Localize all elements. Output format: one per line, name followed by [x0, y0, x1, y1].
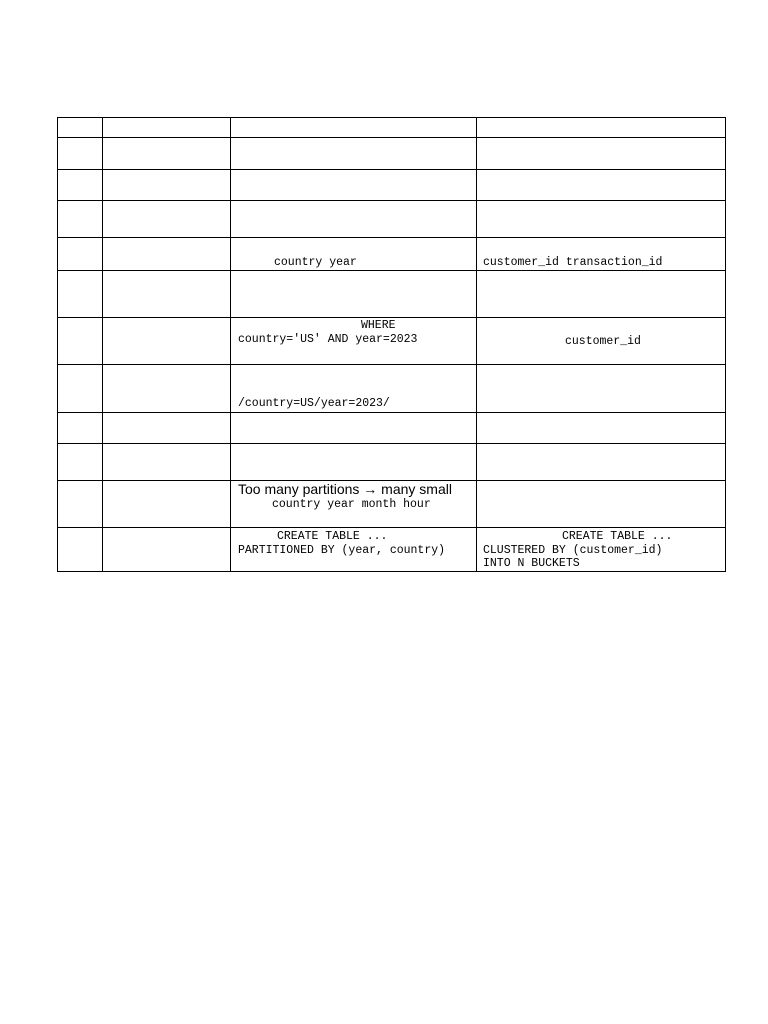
- cell-aspect: [103, 444, 231, 481]
- create-table-code: CREATE TABLE ...: [562, 530, 673, 543]
- partition-columns-code: country year month hour: [272, 498, 431, 511]
- cell-partitioning: [231, 365, 477, 413]
- cell-aspect: [103, 138, 231, 170]
- table-row: [58, 481, 726, 528]
- cell-number: [58, 118, 103, 138]
- partition-warning-text: Too many partitions → many small: [238, 481, 452, 497]
- partition-path-code: /country=US/year=2023/: [238, 397, 390, 410]
- cell-number: [58, 238, 103, 271]
- cell-partitioning: [231, 238, 477, 271]
- clustered-by-code: CLUSTERED BY (customer_id): [483, 544, 663, 557]
- create-table-code: CREATE TABLE ...: [277, 530, 388, 543]
- cell-aspect: [103, 481, 231, 528]
- table-row: [58, 365, 726, 413]
- cell-aspect: [103, 318, 231, 365]
- cell-partitioning: [231, 528, 477, 572]
- cell-aspect: [103, 271, 231, 318]
- into-buckets-code: INTO N BUCKETS: [483, 557, 580, 570]
- cell-bucketing: [477, 271, 726, 318]
- table-row: [58, 528, 726, 572]
- cell-bucketing: [477, 444, 726, 481]
- cell-aspect: [103, 365, 231, 413]
- cell-partitioning: [231, 444, 477, 481]
- where-keyword-code: WHERE: [361, 319, 396, 332]
- table-row: [58, 170, 726, 201]
- table-row: [58, 201, 726, 238]
- cell-aspect: [103, 238, 231, 271]
- cell-number: [58, 365, 103, 413]
- cell-aspect: [103, 170, 231, 201]
- cell-bucketing: [477, 528, 726, 572]
- cell-partitioning: [231, 318, 477, 365]
- table-row: [58, 238, 726, 271]
- cell-number: [58, 138, 103, 170]
- cell-aspect: [103, 528, 231, 572]
- comparison-table: [57, 117, 726, 572]
- cell-bucketing: [477, 170, 726, 201]
- cell-partitioning: [231, 201, 477, 238]
- cell-partitioning: [231, 481, 477, 528]
- cell-number: [58, 481, 103, 528]
- table-row-header: [58, 118, 726, 138]
- cell-bucketing: [477, 118, 726, 138]
- cell-number: [58, 444, 103, 481]
- where-condition-code: country='US' AND year=2023: [238, 333, 418, 346]
- table-row: [58, 444, 726, 481]
- bucket-key-code: customer_id: [565, 335, 641, 348]
- table-row: [58, 138, 726, 170]
- cell-bucketing: [477, 481, 726, 528]
- cell-bucketing: [477, 138, 726, 170]
- cell-number: [58, 201, 103, 238]
- bucket-columns-code: customer_id transaction_id: [483, 256, 663, 269]
- cell-partitioning: [231, 138, 477, 170]
- cell-number: [58, 413, 103, 444]
- cell-aspect: [103, 413, 231, 444]
- cell-number: [58, 271, 103, 318]
- cell-partitioning: [231, 118, 477, 138]
- table-row: [58, 413, 726, 444]
- cell-partitioning: [231, 271, 477, 318]
- cell-aspect: [103, 201, 231, 238]
- cell-bucketing: [477, 238, 726, 271]
- partition-columns-code: country year: [274, 256, 357, 269]
- cell-partitioning: [231, 413, 477, 444]
- cell-number: [58, 170, 103, 201]
- partitioned-by-code: PARTITIONED BY (year, country): [238, 544, 446, 557]
- cell-bucketing: [477, 318, 726, 365]
- cell-bucketing: [477, 365, 726, 413]
- cell-bucketing: [477, 201, 726, 238]
- cell-partitioning: [231, 170, 477, 201]
- table-row: [58, 318, 726, 365]
- table-row: [58, 271, 726, 318]
- cell-number: [58, 528, 103, 572]
- cell-bucketing: [477, 413, 726, 444]
- cell-number: [58, 318, 103, 365]
- cell-aspect: [103, 118, 231, 138]
